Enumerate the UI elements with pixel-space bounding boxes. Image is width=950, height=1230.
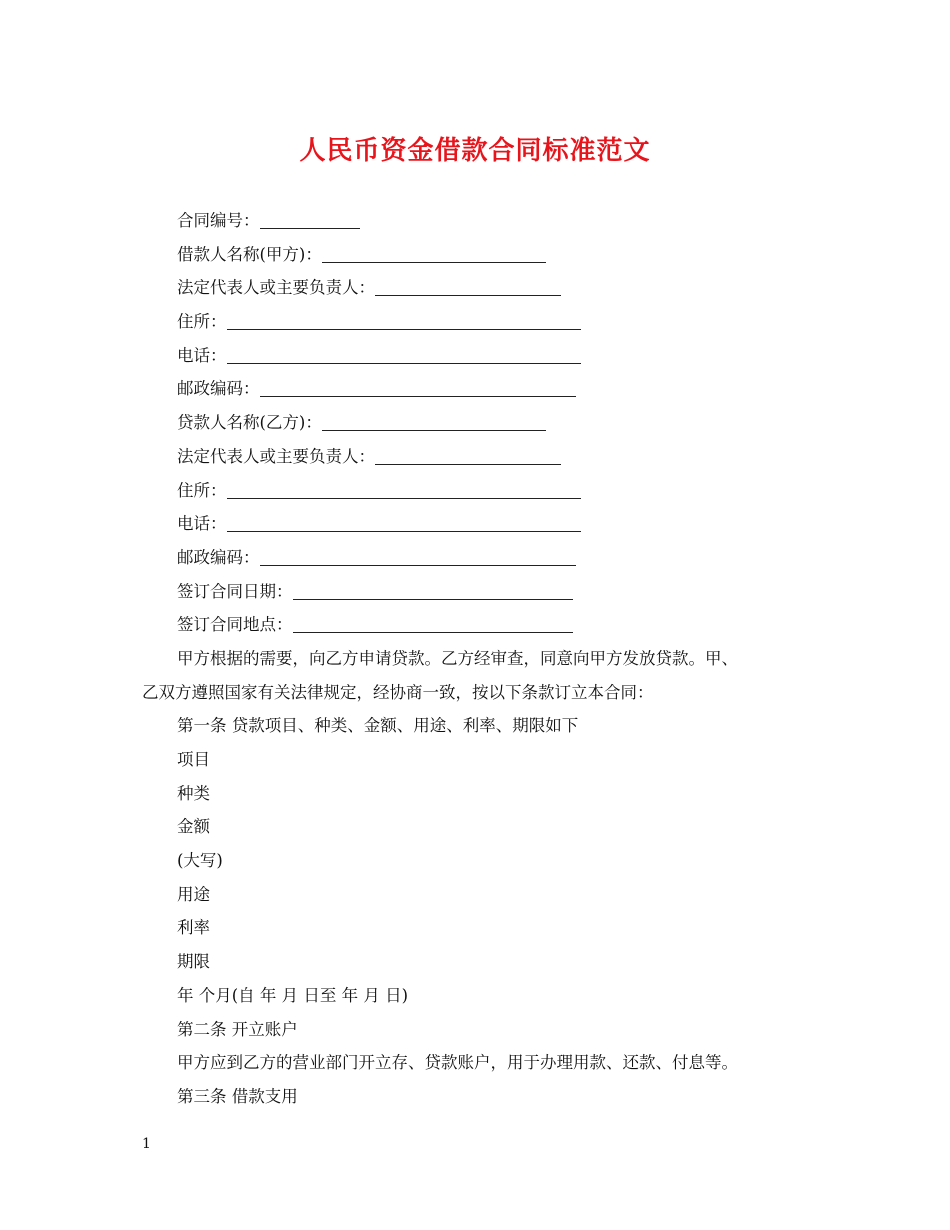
field-borrower-address: 住所： xyxy=(142,305,822,339)
document-title: 人民币资金借款合同标准范文 xyxy=(299,136,651,166)
blank-line xyxy=(260,547,576,566)
blank-line xyxy=(322,244,546,263)
article-2-text: 甲方应到乙方的营业部门开立存、贷款账户，用于办理用款、还款、付息等。 xyxy=(177,1053,738,1073)
field-sign-place: 签订合同地点： xyxy=(142,608,822,642)
blank-line xyxy=(375,277,561,296)
blank-line xyxy=(260,378,576,397)
field-lender-representative: 法定代表人或主要负责人： xyxy=(142,440,822,474)
field-borrower-phone: 电话： xyxy=(142,339,822,373)
field-lender-postcode: 邮政编码： xyxy=(142,541,822,575)
item-interest-rate: 利率 xyxy=(177,918,210,938)
field-sign-date: 签订合同日期： xyxy=(142,575,822,609)
item-amount-uppercase: (大写) xyxy=(177,851,223,871)
intro-paragraph-line1: 甲方根据的需要，向乙方申请贷款。乙方经审查，同意向甲方发放贷款。甲、 xyxy=(177,648,738,668)
field-borrower-postcode: 邮政编码： xyxy=(142,372,822,406)
article-2-heading: 第二条 开立账户 xyxy=(177,1019,298,1039)
field-borrower-name: 借款人名称(甲方)： xyxy=(142,238,822,272)
intro-paragraph-line2: 乙双方遵照国家有关法律规定，经协商一致，按以下条款订立本合同： xyxy=(142,682,654,702)
article-1-heading: 第一条 贷款项目、种类、金额、用途、利率、期限如下 xyxy=(177,716,579,736)
field-lender-phone: 电话： xyxy=(142,507,822,541)
item-amount: 金额 xyxy=(177,817,210,837)
blank-line xyxy=(375,446,561,465)
blank-line xyxy=(322,412,546,431)
item-project: 项目 xyxy=(177,750,210,769)
item-term: 期限 xyxy=(177,952,210,972)
field-lender-address: 住所： xyxy=(142,474,822,508)
blank-line xyxy=(227,480,581,499)
blank-line xyxy=(260,210,360,229)
item-purpose: 用途 xyxy=(177,884,210,904)
blank-line xyxy=(227,311,581,330)
blank-line xyxy=(227,513,581,532)
field-borrower-representative: 法定代表人或主要负责人： xyxy=(142,271,822,305)
term-period-line: 年 个月(自 年 月 日至 年 月 日) xyxy=(177,985,409,1005)
field-contract-number: 合同编号： xyxy=(142,204,822,238)
page-number: 1 xyxy=(142,1136,151,1152)
item-type: 种类 xyxy=(177,783,210,803)
blank-line xyxy=(293,614,573,633)
field-lender-name: 贷款人名称(乙方)： xyxy=(142,406,822,440)
blank-line xyxy=(293,581,573,600)
blank-line xyxy=(227,345,581,364)
contract-body xyxy=(142,204,822,1114)
article-3-heading: 第三条 借款支用 xyxy=(177,1086,298,1106)
